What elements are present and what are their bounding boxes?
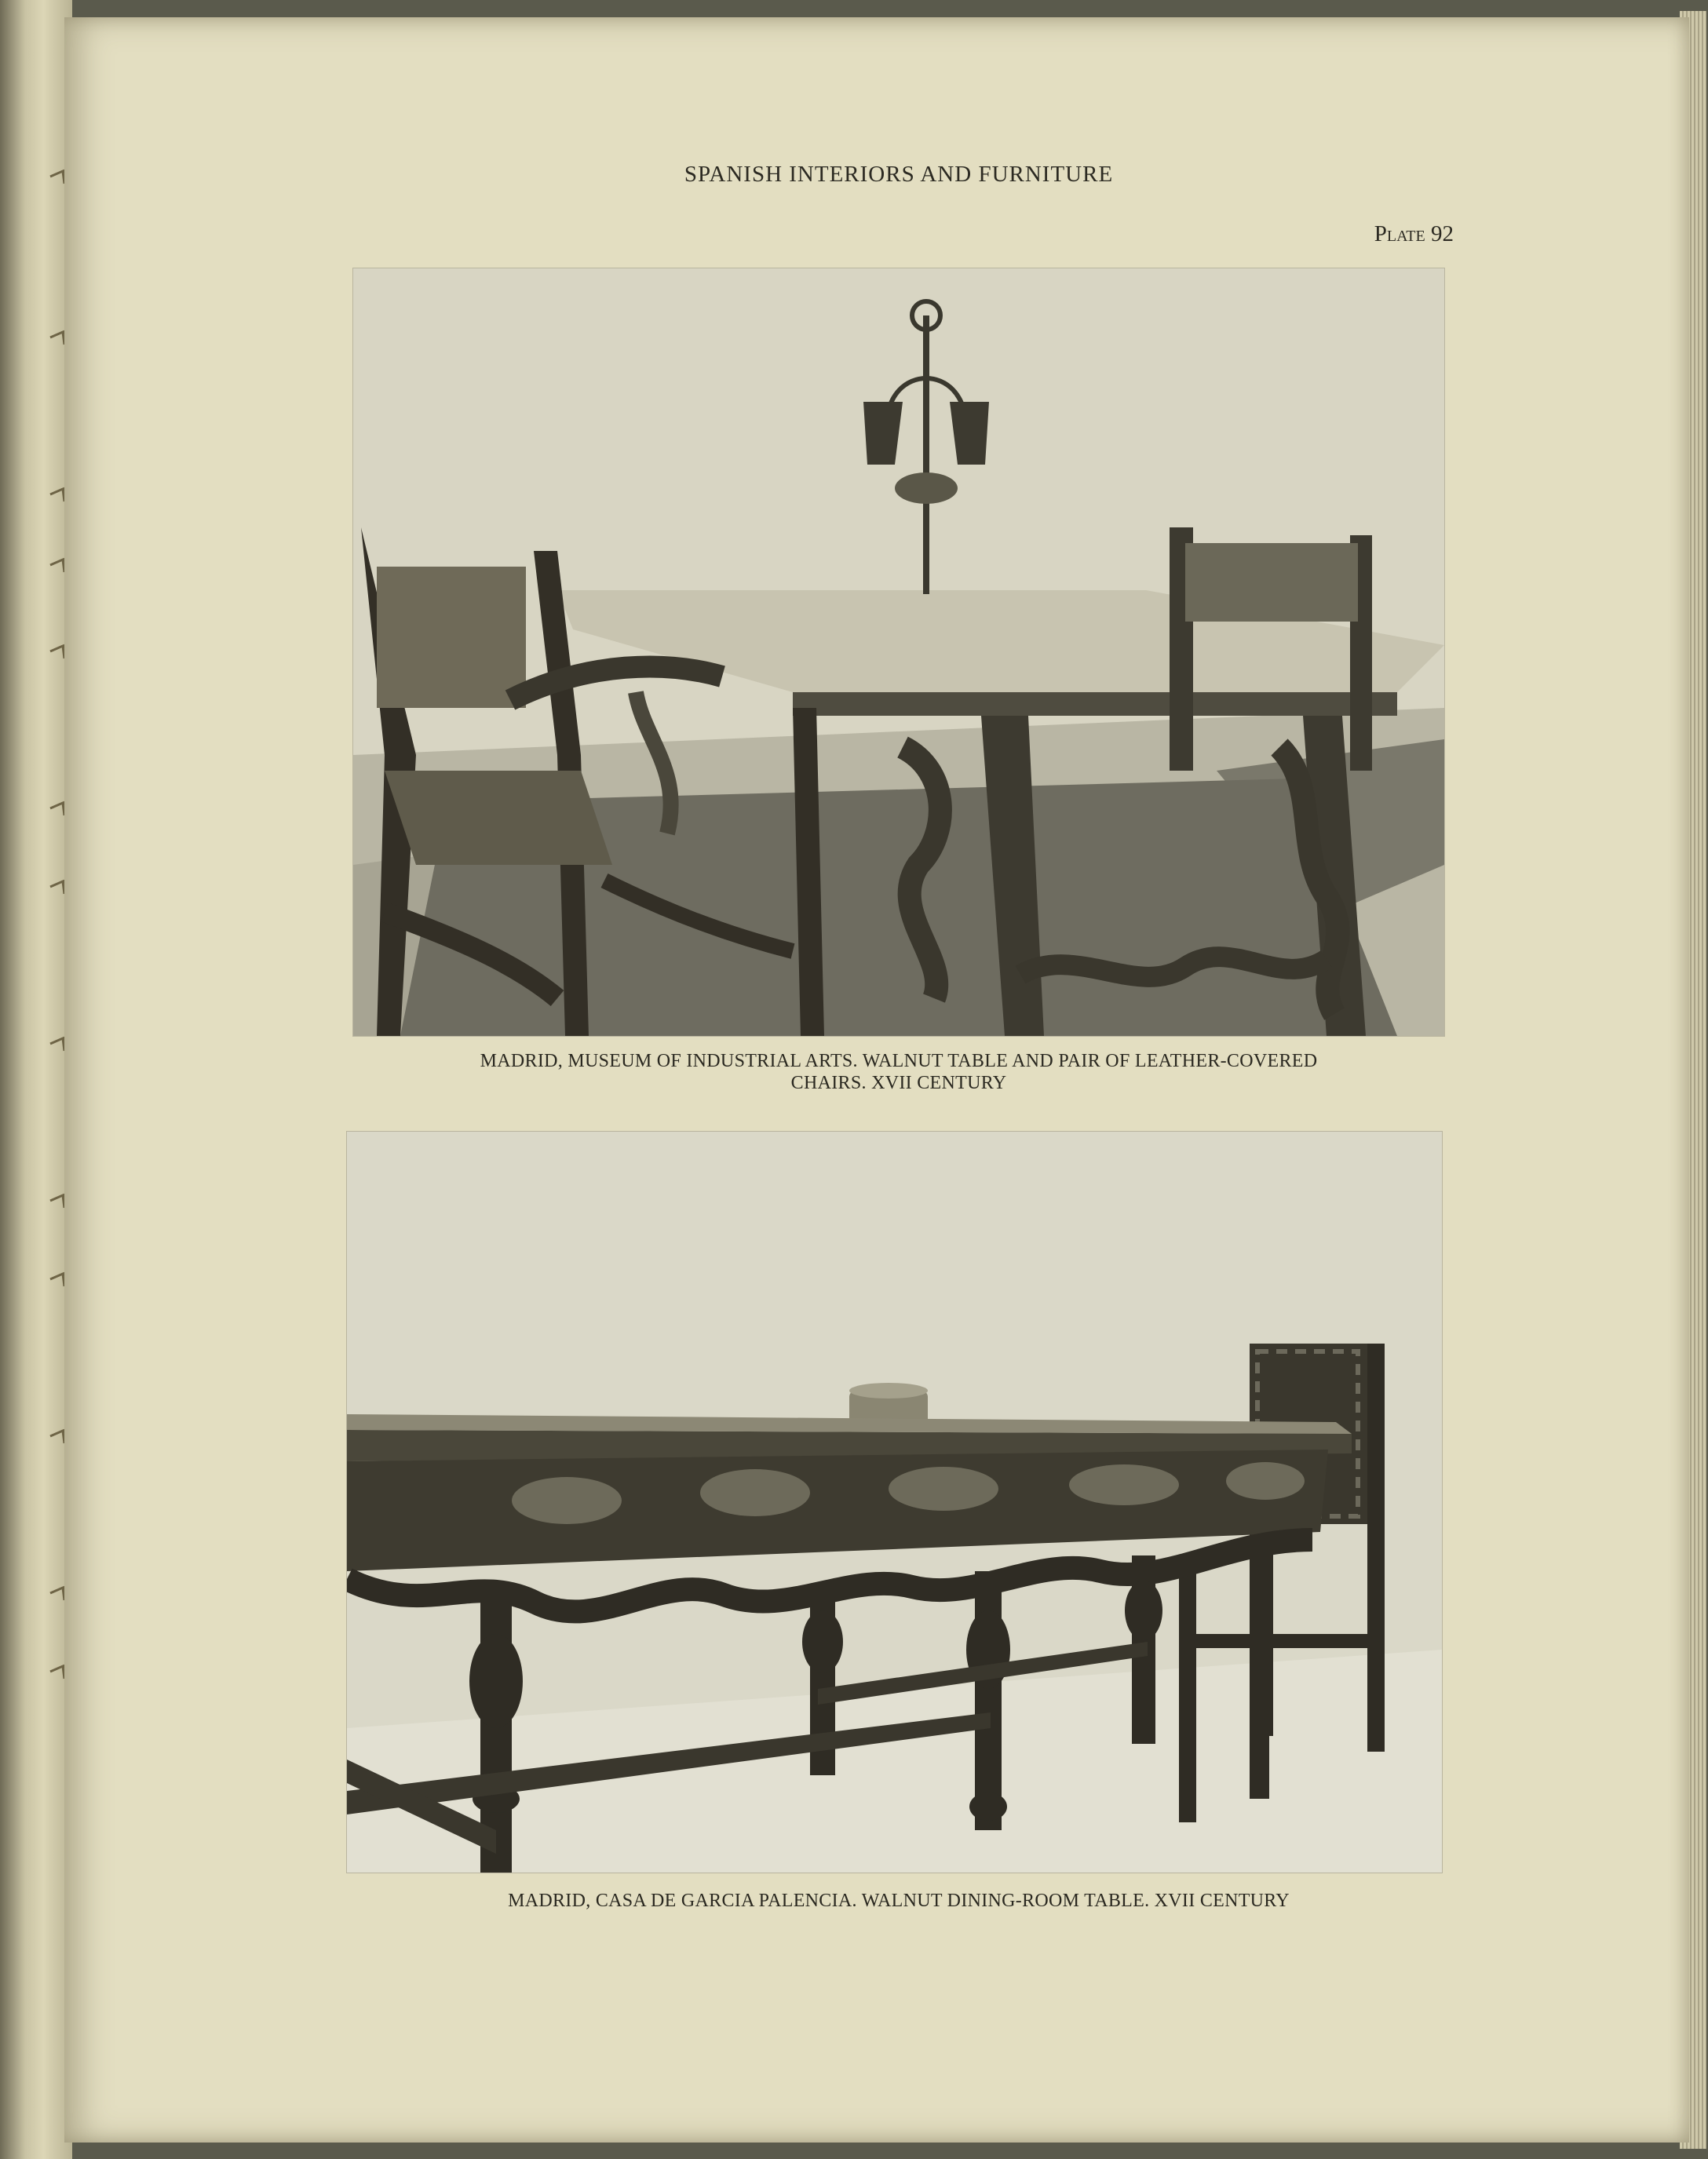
book-gutter: [0, 0, 72, 2159]
photograph-dining-table: [347, 1132, 1442, 1873]
plate-caption-top: [235, 1050, 1562, 1095]
photograph-table-and-chairs: [353, 268, 1444, 1036]
caption-line: MADRID, MUSEUM OF INDUSTRIAL ARTS. WALNUT TABLE AND PAIR OF LEATHER-COVERED: [480, 1051, 1318, 1071]
photo-table-and-chairs-illustration: [353, 268, 1444, 1036]
caption-line: MADRID, CASA DE GARCIA PALENCIA. WALNUT DINING-ROOM TABLE. XVII CENTURY: [508, 1891, 1290, 1911]
caption-line: CHAIRS. XVII CENTURY: [790, 1073, 1007, 1094]
plate-caption-bottom: [235, 1890, 1562, 1912]
running-title: SPANISH INTERIORS AND FURNITURE: [684, 162, 1114, 187]
plate-number: Plate 92: [1374, 221, 1454, 246]
photo-dining-table-illustration: [347, 1132, 1442, 1873]
